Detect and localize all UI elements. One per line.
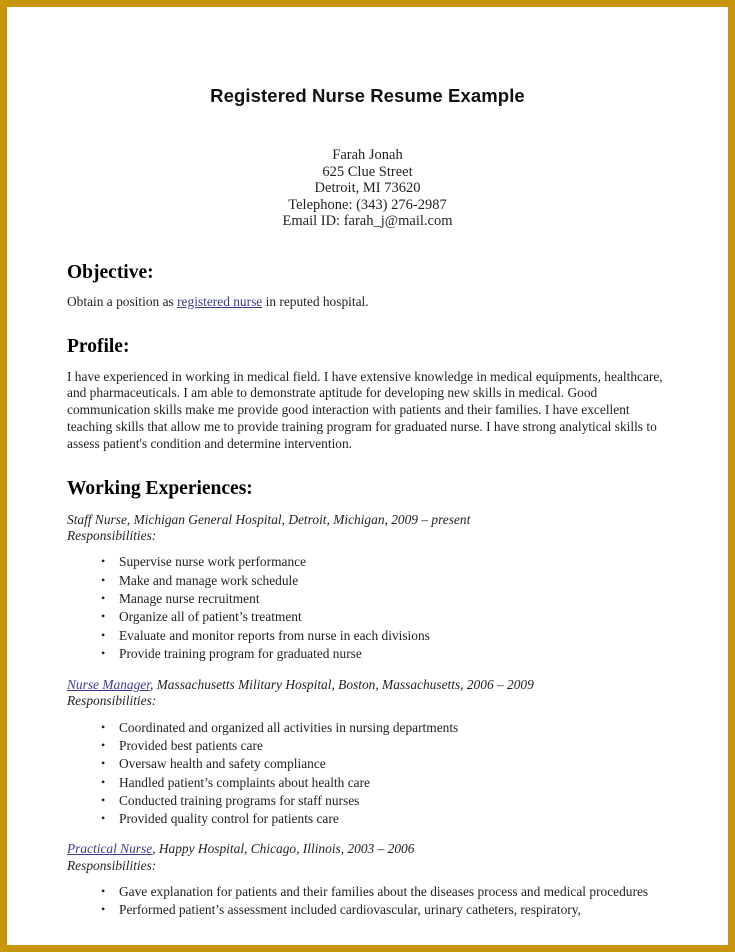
job-heading bbox=[67, 841, 668, 857]
contact-street: 625 Clue Street bbox=[322, 163, 413, 180]
responsibilities-list bbox=[67, 553, 668, 663]
practical-nurse-link[interactable]: Practical Nurse bbox=[67, 841, 153, 857]
responsibilities-label: Responsibilities: bbox=[67, 693, 157, 709]
section-heading-objective: Objective: bbox=[67, 261, 154, 283]
list-item: • Oversaw health and safety compliance bbox=[67, 755, 668, 773]
objective-text-before: Obtain a position as bbox=[67, 294, 178, 310]
list-item: • Handled patient’s complaints about health care bbox=[67, 774, 668, 792]
job-details: , Happy Hospital, Chicago, Illinois, 2003 – 2006 bbox=[152, 841, 415, 857]
list-item: • Coordinated and organized all activities in nursing departments bbox=[67, 719, 668, 737]
list-item: • Evaluate and monitor reports from nurse in each divisions bbox=[67, 627, 668, 645]
list-item: • Gave explanation for patients and their families about the diseases process and medical procedures bbox=[67, 883, 668, 901]
contact-name: Farah Jonah bbox=[332, 147, 403, 163]
page-title: Registered Nurse Resume Example bbox=[210, 85, 525, 106]
contact-block bbox=[67, 147, 668, 230]
list-item: • Organize all of patient’s treatment bbox=[67, 608, 668, 626]
list-item: • Conducted training programs for staff nurses bbox=[67, 792, 668, 810]
list-item: • Manage nurse recruitment bbox=[67, 590, 668, 608]
job-heading bbox=[67, 512, 668, 528]
list-item: • Make and manage work schedule bbox=[67, 572, 668, 590]
profile-paragraph: I have experienced in working in medical field. I have extensive knowledge in medical equipments, healthcare, and pharmaceuticals. I am able to demonstrate aptitude for developing new skills in medical. Good communication skills make me provide good interaction with patients and their families. I have excellent teaching skills that allow me to provide training program for graduated nurse. I have strong analytical skills to assess patient's condition and determine intervention. bbox=[67, 368, 663, 451]
list-item: • Provide training program for graduated nurse bbox=[67, 645, 668, 663]
job-entry-staff-nurse bbox=[67, 512, 668, 663]
contact-email: Email ID: farah_j@mail.com bbox=[282, 213, 453, 230]
job-heading bbox=[67, 677, 668, 693]
job-entry-practical-nurse bbox=[67, 841, 668, 919]
list-item: • Provided best patients care bbox=[67, 737, 668, 755]
objective-text-after: in reputed hospital. bbox=[262, 294, 369, 310]
registered-nurse-link[interactable]: registered nurse bbox=[177, 294, 263, 310]
responsibilities-label: Responsibilities: bbox=[67, 528, 157, 544]
job-title: Staff Nurse bbox=[67, 512, 127, 528]
section-heading-profile: Profile: bbox=[67, 336, 130, 358]
list-item: • Performed patient’s assessment included cardiovascular, urinary catheters, respiratory, bbox=[67, 901, 668, 919]
job-details: , Michigan General Hospital, Detroit, Michigan, 2009 – present bbox=[126, 512, 471, 528]
job-entry-nurse-manager bbox=[67, 677, 668, 828]
job-details: , Massachusetts Military Hospital, Boston, Massachusetts, 2006 – 2009 bbox=[149, 677, 534, 693]
responsibilities-list bbox=[67, 719, 668, 829]
resume-document bbox=[7, 7, 728, 945]
contact-telephone: Telephone: (343) 276-2987 bbox=[288, 196, 447, 213]
responsibilities-label: Responsibilities: bbox=[67, 857, 157, 873]
nurse-manager-link[interactable]: Nurse Manager bbox=[67, 677, 150, 693]
contact-city-state-zip: Detroit, MI 73620 bbox=[314, 180, 421, 197]
section-heading-working-experiences: Working Experiences: bbox=[67, 477, 253, 499]
responsibilities-list bbox=[67, 883, 668, 920]
objective-text bbox=[67, 294, 668, 311]
list-item: • Supervise nurse work performance bbox=[67, 553, 668, 571]
list-item: • Provided quality control for patients care bbox=[67, 810, 668, 828]
